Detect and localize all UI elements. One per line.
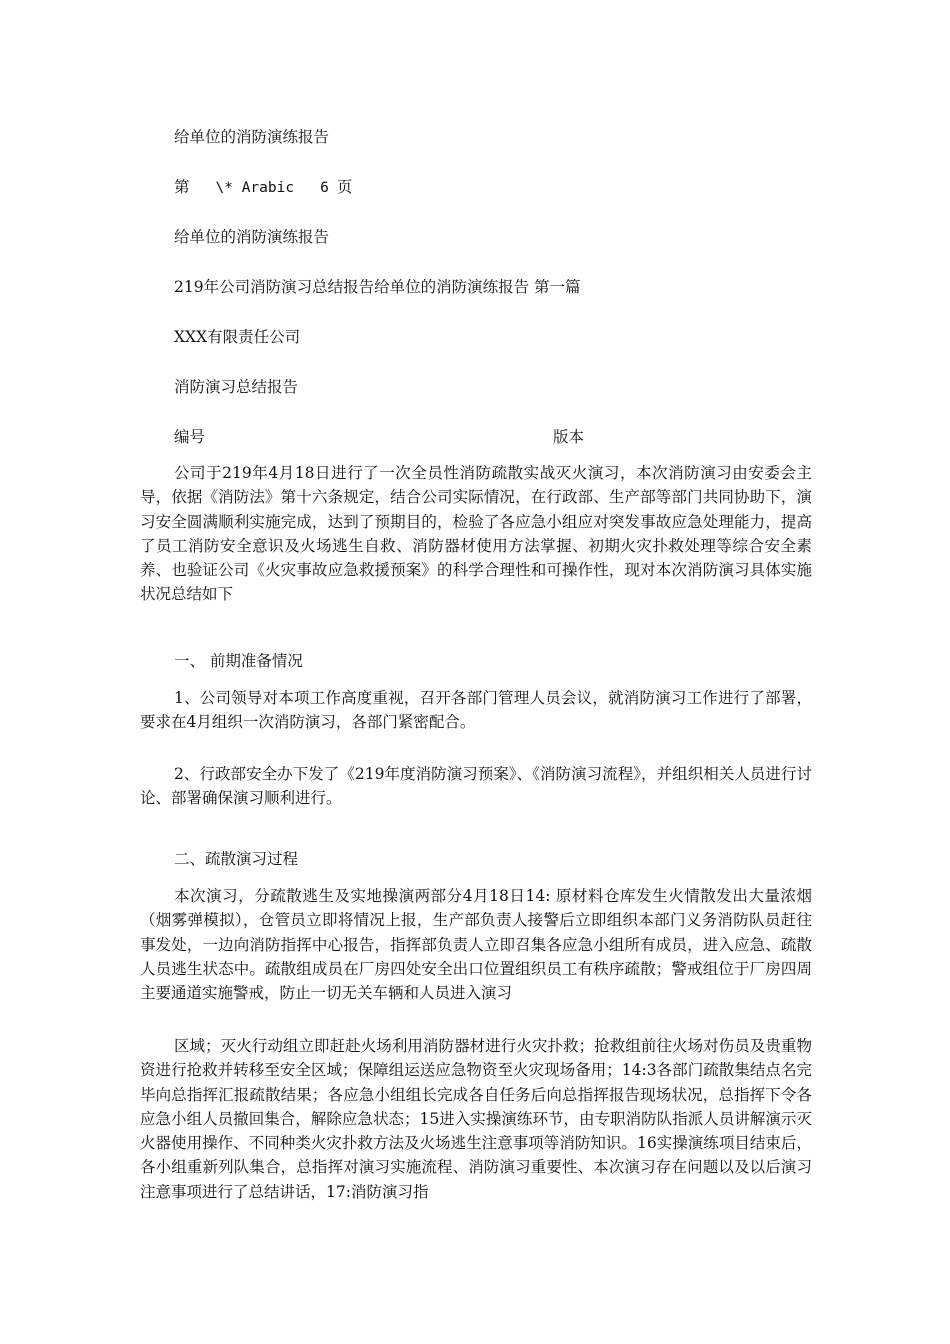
report-name: 消防演习总结报告: [174, 378, 299, 396]
preparation-item-1: 1、公司领导对本项工作高度重视，召开各部门管理人员会议，就消防演习工作进行了部署，要求在4月组织一次消防演习，各部门紧密配合。: [140, 689, 812, 732]
preparation-item-2: 2、行政部安全办下发了《219年度消防演习预案》、《消防演习流程》，并组织相关人员进行讨论、部署确保演习顺利进行。: [140, 765, 812, 808]
intro-paragraph: 公司于219年4月18日进行了一次全员性消防疏散实战灭火演习，本次消防演习由安委会主导，依据《消防法》第十六条规定，结合公司实际情况，在行政部、生产部等部门共同协助下，演习安全圆满顺利实施完成，达到了预期目的，检验了各应急小组应对突发事故应急处理能力，提高了员工消防安全意识及火场逃生自救、消防器材使用方法掌握、初期火灾扑救处理等综合安全素养、也验证公司《火灾事故应急救援预案》的科学合理性和可操作性，现对本次消防演习具体实施状况总结如下: [140, 464, 812, 604]
company-name: XXX有限责任公司: [174, 328, 301, 346]
process-paragraph-1: 本次演习，分疏散逃生及实地操演两部分4月18日14: 原材料仓库发生火情散发出大量浓烟（烟雾弹模拟），仓管员立即将情况上报，生产部负责人接警后立即组织本部门义务消防队员赶往事发处，一边向消防指挥中心报告，指挥部负责人立即召集各应急小组所有成员，进入应急、疏散人员逃生状态中。疏散组成员在厂房四处安全出口位置组织员工有秩序疏散；警戒组位于厂房四周主要通道实施警戒，防止一切无关车辆和人员进入演习: [140, 887, 812, 1003]
process-paragraph-2: 区域；灭火行动组立即赶赴火场利用消防器材进行火灾扑救；抢救组前往火场对伤员及贵重物资进行抢救并转移至安全区域；保障组运送应急物资至火灾现场备用；14:3各部门疏散集结点名完毕向总指挥汇报疏散结果；各应急小组组长完成各自任务后向总指挥报告现场状况，总指挥下令各应急小组人员撤回集合，解除应急状态；15进入实操演练环节，由专职消防队指派人员讲解演示灭火器使用操作、不同种类火灾扑救方法及火场逃生注意事项等消防知识。16实操演练项目结束后，各小组重新列队集合，总指挥对演习实施流程、消防演习重要性、本次演习存在问题以及以后演习注意事项进行了总结讲话，17:消防演习指: [140, 1037, 812, 1201]
page-field-code: [174, 177, 352, 198]
field-code-text: \* Arabic: [215, 180, 295, 196]
field-page-number: 6: [320, 180, 329, 196]
report-heading: 219年公司消防演习总结报告给单位的消防演练报告 第一篇: [174, 278, 581, 296]
number-label: 编号: [174, 428, 206, 446]
field-suffix: 页: [336, 178, 353, 196]
document-title: 给单位的消防演练报告: [174, 228, 330, 246]
section-heading-process: 二、疏散演习过程: [174, 850, 299, 868]
header-title: 给单位的消防演练报告: [174, 128, 330, 146]
section-heading-preparation: 一、 前期准备情况: [174, 652, 303, 670]
field-prefix: 第: [174, 178, 190, 196]
version-label: 版本: [553, 428, 585, 446]
